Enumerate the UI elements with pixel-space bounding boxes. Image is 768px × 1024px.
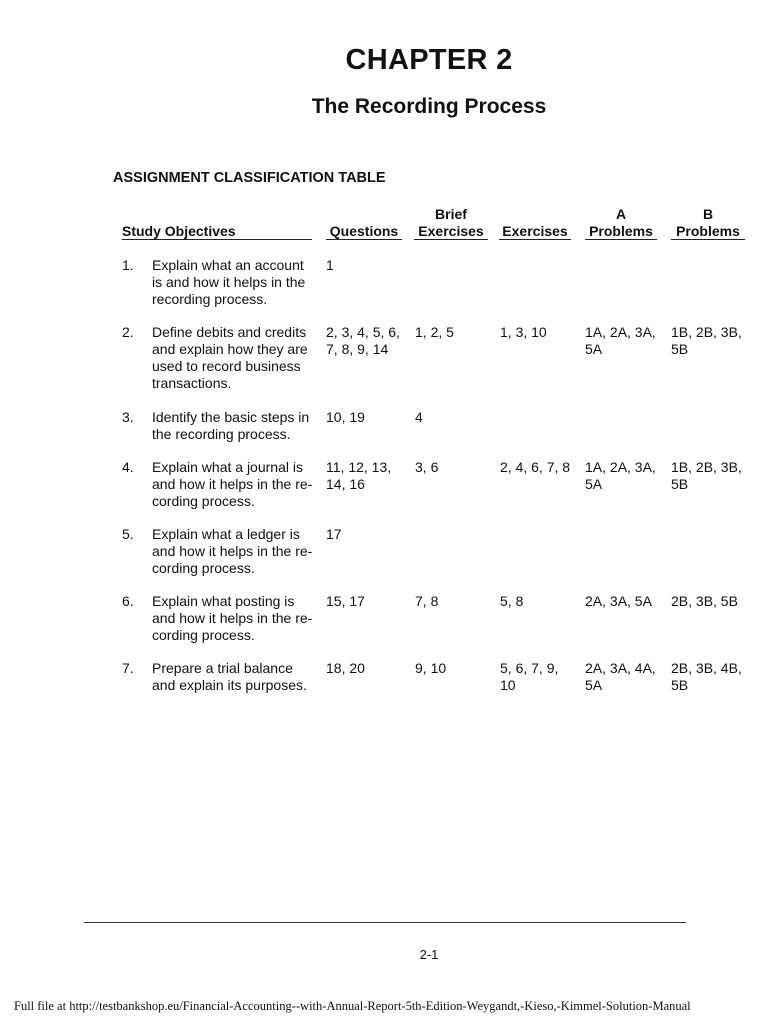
objective-line: cording process. xyxy=(152,493,255,509)
cell-exercises xyxy=(500,593,580,610)
questions-line: 2, 3, 4, 5, 6, xyxy=(326,324,400,340)
objective-line: is and how it helps in the xyxy=(152,274,306,290)
questions-line: 10, 19 xyxy=(326,409,365,425)
objective-line: and how it helps in the re- xyxy=(152,476,313,492)
cell-questions xyxy=(326,593,410,610)
cell-questions xyxy=(326,526,410,543)
questions-line: 11, 12, 13, xyxy=(326,459,392,475)
cell-brief-exercises xyxy=(415,459,495,476)
header-underline xyxy=(671,239,745,240)
header-b-label: B xyxy=(702,206,714,222)
cell-questions xyxy=(326,459,410,493)
exercises-line: 5, 8 xyxy=(500,593,524,609)
b-problems-line: 1B, 2B, 3B, xyxy=(671,459,742,475)
chapter-title: CHAPTER 2 xyxy=(345,44,513,76)
cell-questions xyxy=(326,409,410,426)
exercises-line: 5, 6, 7, 9, xyxy=(500,660,559,676)
a-problems-line: 2A, 3A, 5A xyxy=(585,593,652,609)
cell-brief-exercises xyxy=(415,324,495,341)
brief-exercises-line: 4 xyxy=(415,409,423,425)
objective-line: and how it helps in the re- xyxy=(152,610,313,626)
objective-line: Explain what a journal is xyxy=(152,459,303,475)
page-number: 2-1 xyxy=(419,947,439,962)
b-problems-line: 2B, 3B, 5B xyxy=(671,593,738,609)
objective-line: cording process. xyxy=(152,560,255,576)
b-problems-line: 5B xyxy=(671,677,689,693)
header-questions-label: Questions xyxy=(329,223,399,239)
objective-number: 4. xyxy=(122,459,134,475)
objective-line: used to record business xyxy=(152,358,301,374)
header-a-label: A xyxy=(615,206,627,222)
header-b-problems xyxy=(671,206,745,240)
cell-b-problems xyxy=(671,324,755,358)
header-exercises xyxy=(499,223,571,240)
objective-number: 2. xyxy=(122,324,134,340)
a-problems-line: 5A xyxy=(585,341,603,357)
cell-a-problems xyxy=(585,324,667,358)
cell-exercises xyxy=(500,660,580,694)
b-problems-line: 1B, 2B, 3B, xyxy=(671,324,742,340)
objective-line: and explain how they are xyxy=(152,341,308,357)
questions-line: 17 xyxy=(326,526,342,542)
header-underline xyxy=(499,239,571,240)
objective-line: and how it helps in the re- xyxy=(152,543,313,559)
cell-questions xyxy=(326,257,410,274)
header-exercises-label: Exercises xyxy=(502,223,568,239)
cell-b-problems xyxy=(671,660,755,694)
objective-line: Define debits and credits xyxy=(152,324,307,340)
b-problems-line: 5B xyxy=(671,476,689,492)
cell-objective xyxy=(152,324,314,392)
objective-number: 5. xyxy=(122,526,134,542)
objective-line: cording process. xyxy=(152,627,255,643)
a-problems-line: 2A, 3A, 4A, xyxy=(585,660,656,676)
header-brief-exercises xyxy=(414,206,488,240)
objective-line: transactions. xyxy=(152,375,232,391)
objective-line: recording process. xyxy=(152,291,268,307)
header-brief-exercises-label: Exercises xyxy=(418,223,484,239)
objective-line: Explain what posting is xyxy=(152,593,295,609)
a-problems-line: 5A xyxy=(585,677,603,693)
cell-objective xyxy=(152,257,314,308)
source-note: Full file at http://testbankshop.eu/Financial-Accounting--with-Annual-Report-5th-Edition-Weygandt,-Kieso,-Kimmel-Solution-Manual xyxy=(14,999,691,1013)
a-problems-line: 1A, 2A, 3A, xyxy=(585,324,656,340)
exercises-line: 10 xyxy=(500,677,516,693)
questions-line: 14, 16 xyxy=(326,476,365,492)
header-study-objectives-label: Study Objectives xyxy=(122,223,236,239)
brief-exercises-line: 3, 6 xyxy=(415,459,439,475)
objective-line: the recording process. xyxy=(152,426,291,442)
brief-exercises-line: 9, 10 xyxy=(415,660,447,676)
cell-exercises xyxy=(500,459,580,476)
objective-number: 3. xyxy=(122,409,134,425)
header-underline xyxy=(585,239,657,240)
questions-line: 1 xyxy=(326,257,334,273)
objective-number: 7. xyxy=(122,660,134,676)
footer-divider xyxy=(84,922,686,923)
objective-line: and explain its purposes. xyxy=(152,677,307,693)
cell-brief-exercises xyxy=(415,409,495,426)
b-problems-line: 5B xyxy=(671,341,689,357)
header-study-objectives xyxy=(122,223,236,240)
header-underline xyxy=(326,239,402,240)
cell-a-problems xyxy=(585,593,667,610)
cell-objective xyxy=(152,526,314,577)
questions-line: 18, 20 xyxy=(326,660,365,676)
cell-brief-exercises xyxy=(415,593,495,610)
header-b-problems-label: Problems xyxy=(676,223,740,239)
header-underline xyxy=(414,239,488,240)
cell-a-problems xyxy=(585,660,667,694)
cell-exercises xyxy=(500,324,580,341)
header-questions xyxy=(326,223,402,240)
cell-objective xyxy=(152,409,314,443)
header-underline xyxy=(122,239,312,240)
brief-exercises-line: 7, 8 xyxy=(415,593,439,609)
a-problems-line: 1A, 2A, 3A, xyxy=(585,459,656,475)
objective-line: Identify the basic steps in xyxy=(152,409,310,425)
brief-exercises-line: 1, 2, 5 xyxy=(415,324,454,340)
objective-line: Prepare a trial balance xyxy=(152,660,293,676)
cell-b-problems xyxy=(671,593,755,610)
b-problems-line: 2B, 3B, 4B, xyxy=(671,660,742,676)
cell-questions xyxy=(326,324,410,358)
chapter-subtitle: The Recording Process xyxy=(311,95,547,118)
exercises-line: 1, 3, 10 xyxy=(500,324,547,340)
header-a-problems xyxy=(585,206,657,240)
header-a-problems-label: Problems xyxy=(589,223,653,239)
cell-questions xyxy=(326,660,410,677)
objective-line: Explain what an account xyxy=(152,257,304,273)
table-heading: ASSIGNMENT CLASSIFICATION TABLE xyxy=(113,170,386,186)
cell-b-problems xyxy=(671,459,755,493)
cell-objective xyxy=(152,660,314,694)
a-problems-line: 5A xyxy=(585,476,603,492)
objective-number: 6. xyxy=(122,593,134,609)
questions-line: 7, 8, 9, 14 xyxy=(326,341,389,357)
objective-number: 1. xyxy=(122,257,134,273)
cell-a-problems xyxy=(585,459,667,493)
cell-objective xyxy=(152,459,314,510)
header-brief-label: Brief xyxy=(435,206,467,222)
questions-line: 15, 17 xyxy=(326,593,365,609)
exercises-line: 2, 4, 6, 7, 8 xyxy=(500,459,571,475)
cell-brief-exercises xyxy=(415,660,495,677)
objective-line: Explain what a ledger is xyxy=(152,526,300,542)
cell-objective xyxy=(152,593,314,644)
